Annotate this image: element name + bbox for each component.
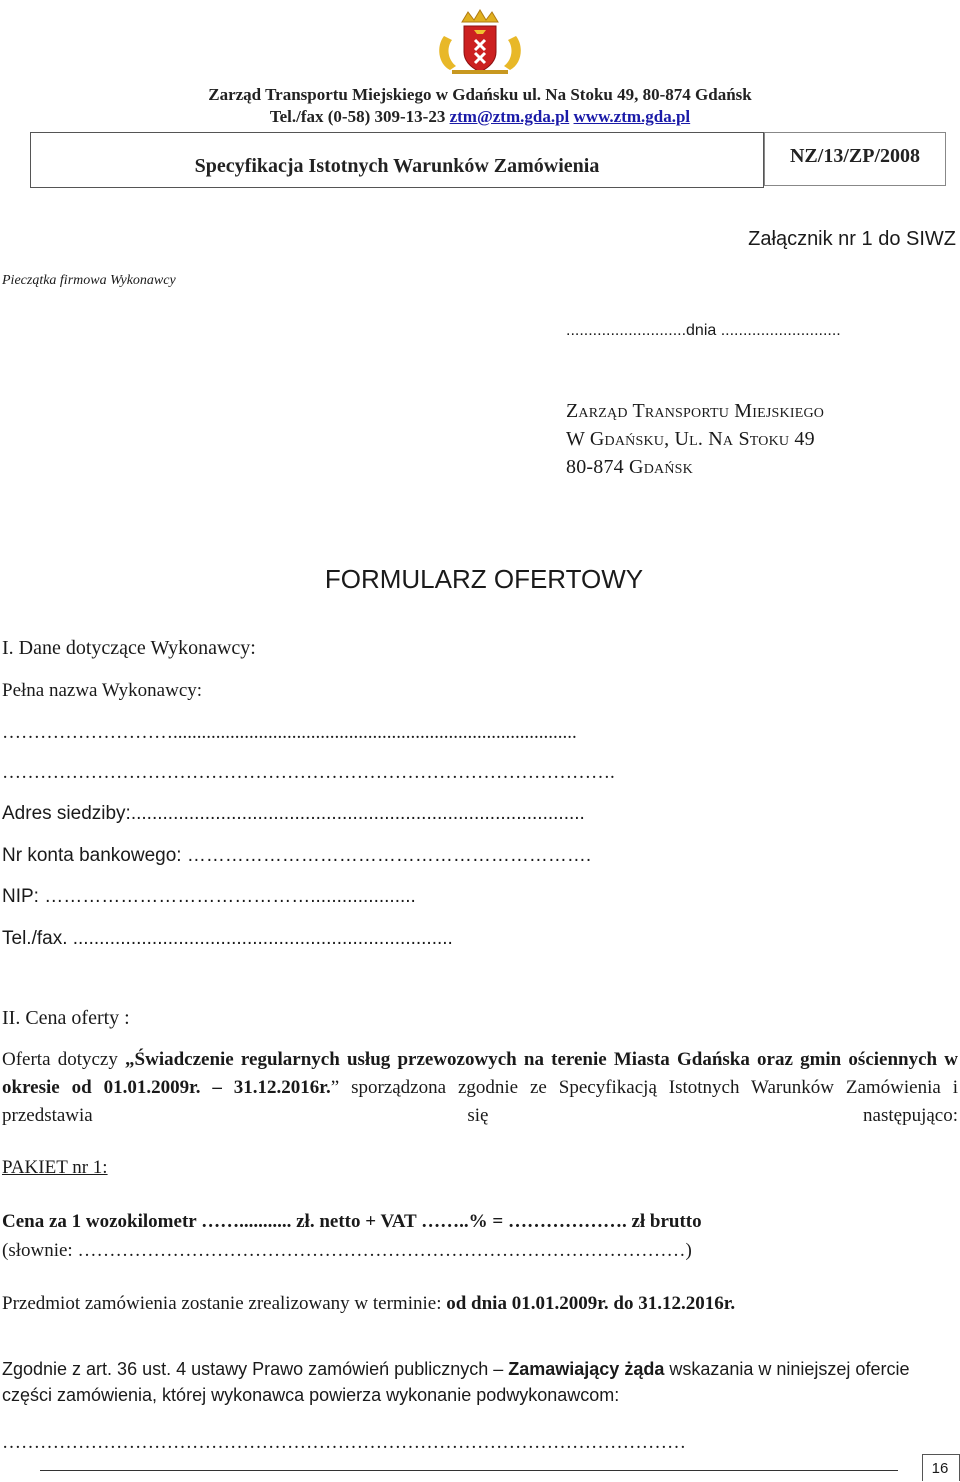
full-name-dots-1[interactable]: ……………………….....................................................................................: [2, 722, 577, 743]
header-address: Zarząd Transportu Miejskiego w Gdańsku ul. Na Stoku 49, 80-874 Gdańsk: [208, 85, 752, 104]
address-field[interactable]: Adres siedziby:......................................................................................: [2, 803, 585, 824]
full-name-label: Pełna nazwa Wykonawcy:: [2, 680, 203, 701]
section-1-heading: I. Dane dotyczące Wykonawcy:: [2, 637, 256, 659]
offer-paragraph: [2, 1046, 958, 1130]
offer-intro: Oferta dotyczy: [2, 1049, 126, 1070]
tel-fax-field[interactable]: Tel./fax. ........................................................................: [2, 928, 453, 949]
recipient-line-3: 80-874 Gdańsk: [566, 456, 693, 478]
term-label: Przedmiot zamówienia zostanie zrealizowany w terminie:: [2, 1293, 447, 1314]
page-number: 16: [931, 1460, 949, 1477]
subcontract-dots[interactable]: ………………………………………………………………………………………………: [2, 1432, 686, 1453]
ref-number: NZ/13/ZP/2008: [789, 145, 920, 167]
header-phone: Tel./fax (0-58) 309-13-23: [269, 107, 450, 126]
gdansk-coat-of-arms-icon: [430, 6, 530, 76]
subcontract-text-b: wskazania w niniejszej ofercie części zamówienia, której wykonawca powierza wykonanie podwykonawcom:: [2, 1359, 910, 1405]
form-title: FORMULARZ OFERTOWY: [324, 564, 644, 594]
stamp-label: Pieczątka firmowa Wykonawcy: [2, 273, 176, 288]
package-label: PAKIET nr 1:: [2, 1157, 108, 1178]
subcontract-paragraph: [2, 1356, 958, 1408]
spec-title: Specyfikacja Istotnych Warunków Zamówienia: [194, 155, 600, 177]
subcontract-requirement: Zamawiający żąda: [508, 1359, 665, 1379]
price-line[interactable]: Cena za 1 wozokilometr ……........... zł. netto + VAT ……..% = ………………. zł brutto: [2, 1211, 702, 1232]
bank-account-field[interactable]: Nr konta bankowego: ……………………………………………………….: [2, 845, 592, 866]
website-link[interactable]: www.ztm.gda.pl: [573, 107, 691, 126]
offer-rest: ” sporządzona zgodnie ze Specyfikacją Istotnych Warunków Zamówienia i przedstawia się następująco:: [2, 1077, 958, 1126]
header-contact: [0, 107, 960, 127]
footer-rule: [40, 1470, 898, 1471]
email-link[interactable]: ztm@ztm.gda.pl: [449, 107, 570, 126]
attachment-label: Załącznik nr 1 do SIWZ: [748, 228, 956, 250]
date-line: ...........................dnia ...........................: [566, 322, 841, 339]
full-name-dots-2[interactable]: …………………………………………………………………………………….: [2, 762, 615, 783]
term-line: [2, 1293, 735, 1315]
recipient-line-2: W Gdańsku, Ul. Na Stoku 49: [566, 428, 815, 450]
logo: [430, 6, 530, 76]
term-dates: od dnia 01.01.2009r. do 31.12.2016r.: [446, 1293, 736, 1314]
offer-subject: „Świadczenie regularnych usług przewozowych na terenie Miasta Gdańska oraz gmin ościennych w okresie od 01.01.2009r. – 31.12.2016r.: [2, 1049, 958, 1098]
subcontract-text-a: Zgodnie z art. 36 ust. 4 ustawy Prawo zamówień publicznych –: [2, 1359, 509, 1379]
price-in-words[interactable]: (słownie: ……………………………………………………………………………………): [2, 1240, 692, 1261]
recipient-line-1: Zarząd Transportu Miejskiego: [566, 400, 825, 422]
nip-field[interactable]: NIP: ……………………………………....................: [2, 886, 416, 907]
section-2-heading: II. Cena oferty :: [2, 1007, 130, 1029]
